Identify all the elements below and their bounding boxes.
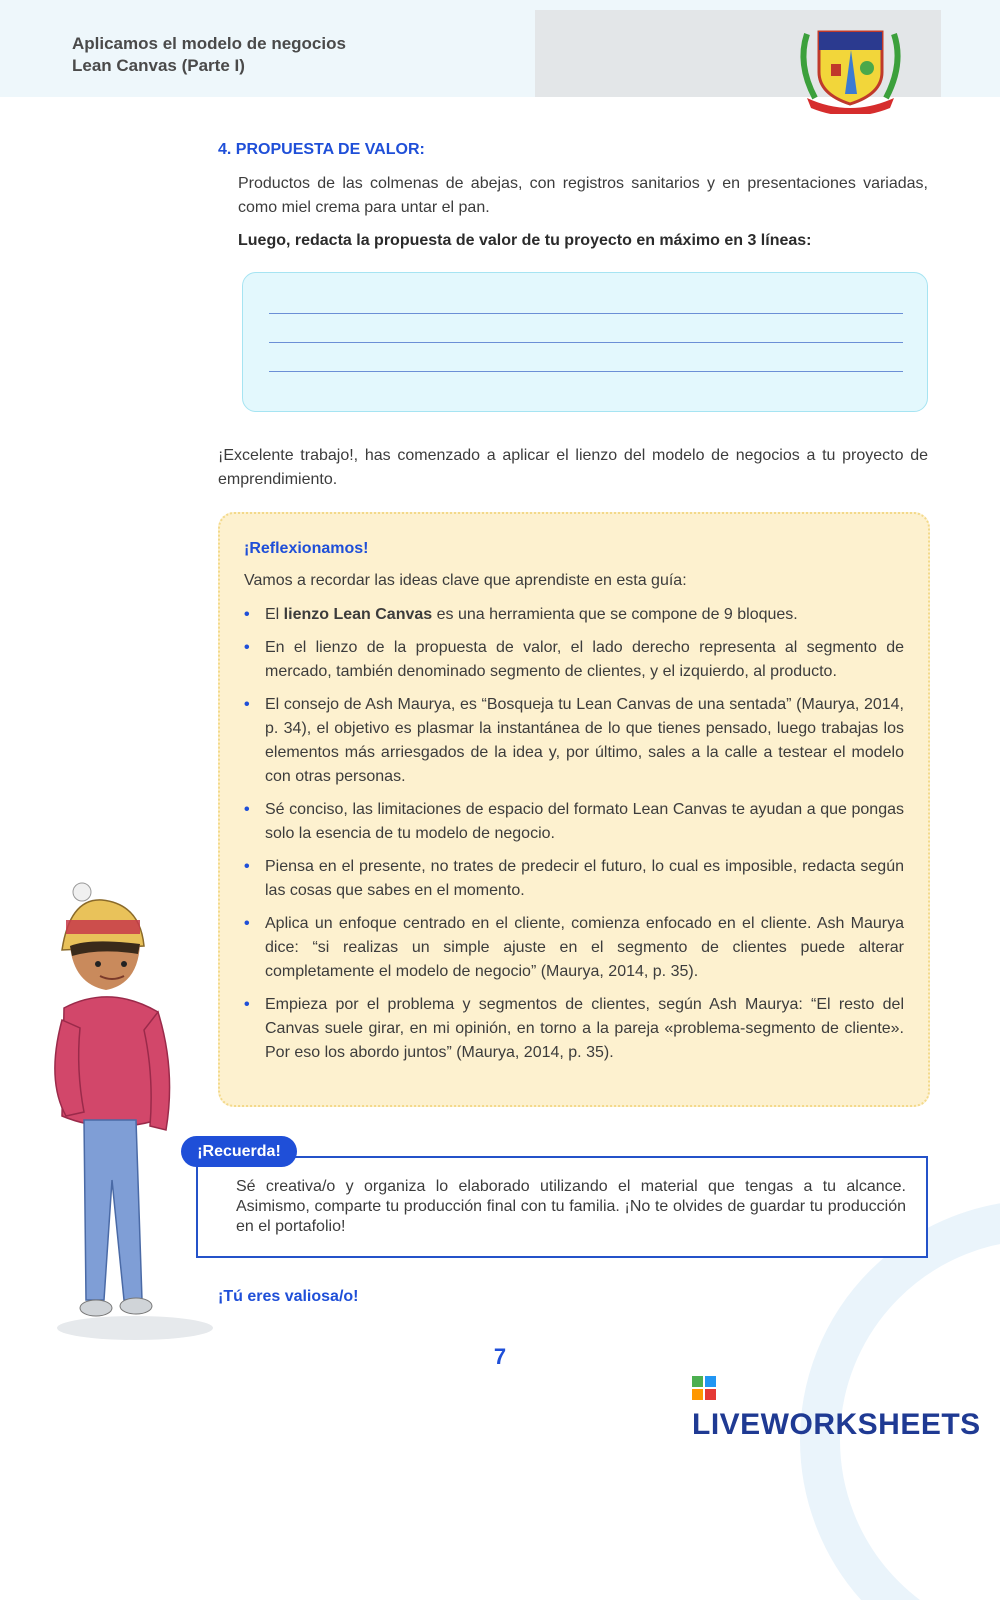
reflect-title: ¡Reflexionamos! — [244, 540, 369, 557]
page-number: 7 — [493, 1344, 507, 1369]
value-proposition-example: Productos de las colmenas de abejas, con registros sanitarios y en presentaciones variadas, como miel crema para untar el pan. — [238, 175, 928, 216]
title-line-2: Lean Canvas (Parte I) — [72, 56, 245, 75]
liveworksheets-logo-icon — [692, 1376, 716, 1400]
lean-canvas-term: lienzo Lean Canvas — [283, 606, 433, 623]
bullet-icon: • — [244, 858, 250, 875]
answer-line-1[interactable] — [269, 313, 903, 314]
bullet-icon: • — [244, 606, 250, 623]
bullet-icon: • — [244, 696, 250, 713]
boy-illustration — [40, 880, 220, 1340]
bullet-icon: • — [244, 639, 250, 656]
remember-text: Sé creativa/o y organiza lo elaborado utilizando el material que tengas a tu alcance. Asimismo, comparte tu producción final con tu familia. ¡No te olvides de guardar tu producción en el portafolio! — [236, 1178, 906, 1235]
section-title: 4. PROPUESTA DE VALOR: — [218, 141, 425, 158]
list-item: • Aplica un enfoque centrado en el cliente, comienza enfocado en el cliente. Ash Maurya dice: “si realizas un simple ajuste en el segmento de clientes puede alterar completamente el modelo de negocio” (Maurya, 2014, p. 35). — [244, 912, 904, 984]
list-item: • Piensa en el presente, no trates de predecir el futuro, lo cual es imposible, redacta según las cosas que sabes en el momento. — [244, 855, 904, 903]
remember-tab: ¡Recuerda! — [181, 1136, 297, 1167]
bullet-icon: • — [244, 996, 250, 1013]
list-item: • En el lienzo de la propuesta de valor, el lado derecho representa al segmento de mercado, también denominado segmento de clientes, y el izquierdo, al producto. — [244, 636, 904, 684]
watermark-text: LIVEWORKSHEETS — [692, 1408, 981, 1441]
title-line-1: Aplicamos el modelo de negocios — [72, 34, 346, 53]
school-crest-icon — [793, 14, 908, 114]
list-item: • El lienzo Lean Canvas es una herramienta que se compone de 9 bloques. — [244, 603, 904, 627]
document-title — [72, 33, 346, 77]
key-ideas-list — [244, 603, 904, 1074]
instruction-text: Luego, redacta la propuesta de valor de tu proyecto en máximo en 3 líneas: — [238, 232, 812, 249]
bullet-icon: • — [244, 915, 250, 932]
list-item: • Empieza por el problema y segmentos de clientes, según Ash Maurya: “El resto del Canvas suele girar, en mi opinión, en torno a la pareja «problema-segmento de cliente». Por eso los abordo juntos” (Maurya, 2014, p. 35). — [244, 993, 904, 1065]
closing-message: ¡Tú eres valiosa/o! — [218, 1288, 359, 1305]
answer-line-3[interactable] — [269, 371, 903, 372]
list-item: • El consejo de Ash Maurya, es “Bosqueja tu Lean Canvas de una sentada” (Maurya, 2014, p. 34), el objetivo es plasmar la instantánea de lo que tienes pensado, luego trabajas los elementos más arriesgados de la idea y, por último, sales a la calle a testear el modelo con otras personas. — [244, 693, 904, 789]
liveworksheets-watermark — [692, 1371, 1000, 1443]
congratulations-text: ¡Excelente trabajo!, has comenzado a aplicar el lienzo del modelo de negocios a tu proyecto de emprendimiento. — [218, 447, 928, 488]
list-item: • Sé conciso, las limitaciones de espacio del formato Lean Canvas te ayudan a que pongas solo la esencia de tu modelo de negocio. — [244, 798, 904, 846]
reflect-intro: Vamos a recordar las ideas clave que aprendiste en esta guía: — [244, 572, 687, 589]
answer-box — [242, 272, 928, 412]
answer-line-2[interactable] — [269, 342, 903, 343]
bullet-icon: • — [244, 801, 250, 818]
